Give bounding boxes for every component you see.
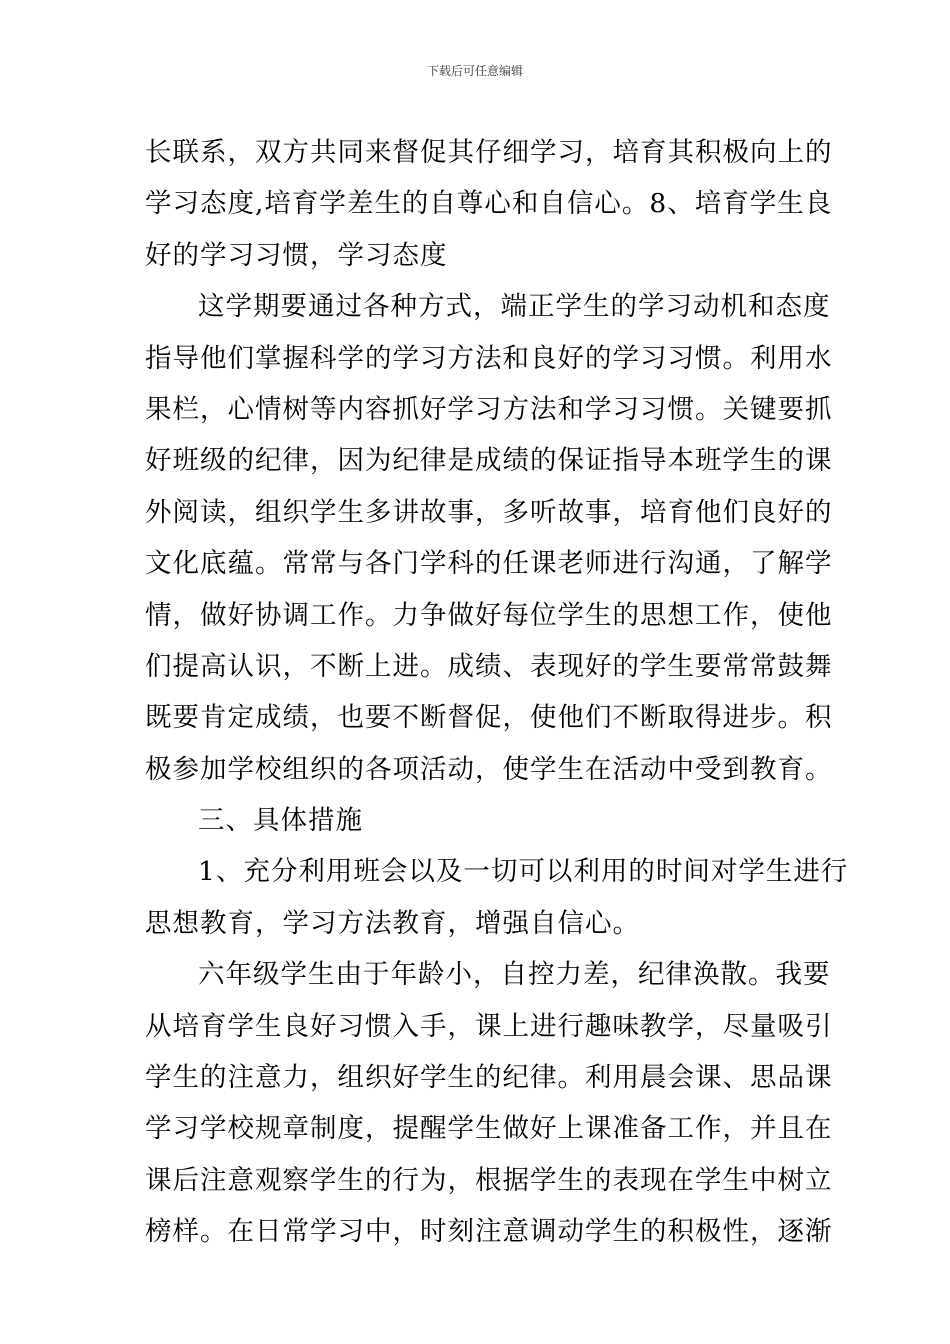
- text-line: 学习态度,培育学差生的自尊心和自信心。8、培育学生良: [145, 188, 833, 220]
- text-line: 情，做好协调工作。力争做好每位学生的思想工作，使他: [145, 599, 833, 631]
- page-header: 下载后可任意编辑: [426, 64, 523, 78]
- text-line: 1、充分利用班会以及一切可以利用的时间对学生进行: [198, 856, 849, 888]
- text-line: 外阅读，组织学生多讲故事，多听故事，培育他们良好的: [145, 496, 833, 528]
- text-line: 学生的注意力，组织好学生的纪律。利用晨会课、思品课: [145, 1062, 833, 1094]
- text-line: 榜样。在日常学习中，时刻注意调动学生的积极性，逐渐: [145, 1216, 833, 1248]
- text-line: 长联系，双方共同来督促其仔细学习，培育其积极向上的: [145, 137, 833, 168]
- section-heading: 三、具体措施: [198, 805, 363, 837]
- text-line: 指导他们掌握科学的学习方法和良好的学习习惯。利用水: [145, 342, 833, 374]
- text-line: 学习学校规章制度，提醒学生做好上课准备工作，并且在: [145, 1113, 833, 1145]
- text-line: 们提高认识，不断上进。成绩、表现好的学生要常常鼓舞: [145, 650, 833, 682]
- text-line: 思想教育，学习方法教育，增强自信心。: [145, 907, 640, 939]
- text-line: 文化底蕴。常常与各门学科的任课老师进行沟通，了解学: [145, 548, 833, 580]
- text-line: 好的学习习惯，学习态度: [145, 239, 448, 271]
- text-line: 课后注意观察学生的行为，根据学生的表现在学生中树立: [145, 1164, 833, 1196]
- text-line: 既要肯定成绩，也要不断督促，使他们不断取得进步。积: [145, 702, 833, 734]
- text-line: 果栏，心情树等内容抓好学习方法和学习习惯。关键要抓: [145, 393, 833, 425]
- text-line: 六年级学生由于年龄小，自控力差，纪律涣散。我要: [198, 959, 831, 991]
- text-line: 从培育学生良好习惯入手，课上进行趣味教学，尽量吸引: [145, 1010, 833, 1042]
- document-body: [145, 127, 849, 1258]
- text-line: 好班级的纪律，因为纪律是成绩的保证指导本班学生的课: [145, 445, 833, 477]
- text-line: 极参加学校组织的各项活动，使学生在活动中受到教育。: [145, 753, 833, 785]
- text-line: 这学期要通过各种方式，端正学生的学习动机和态度: [198, 291, 831, 323]
